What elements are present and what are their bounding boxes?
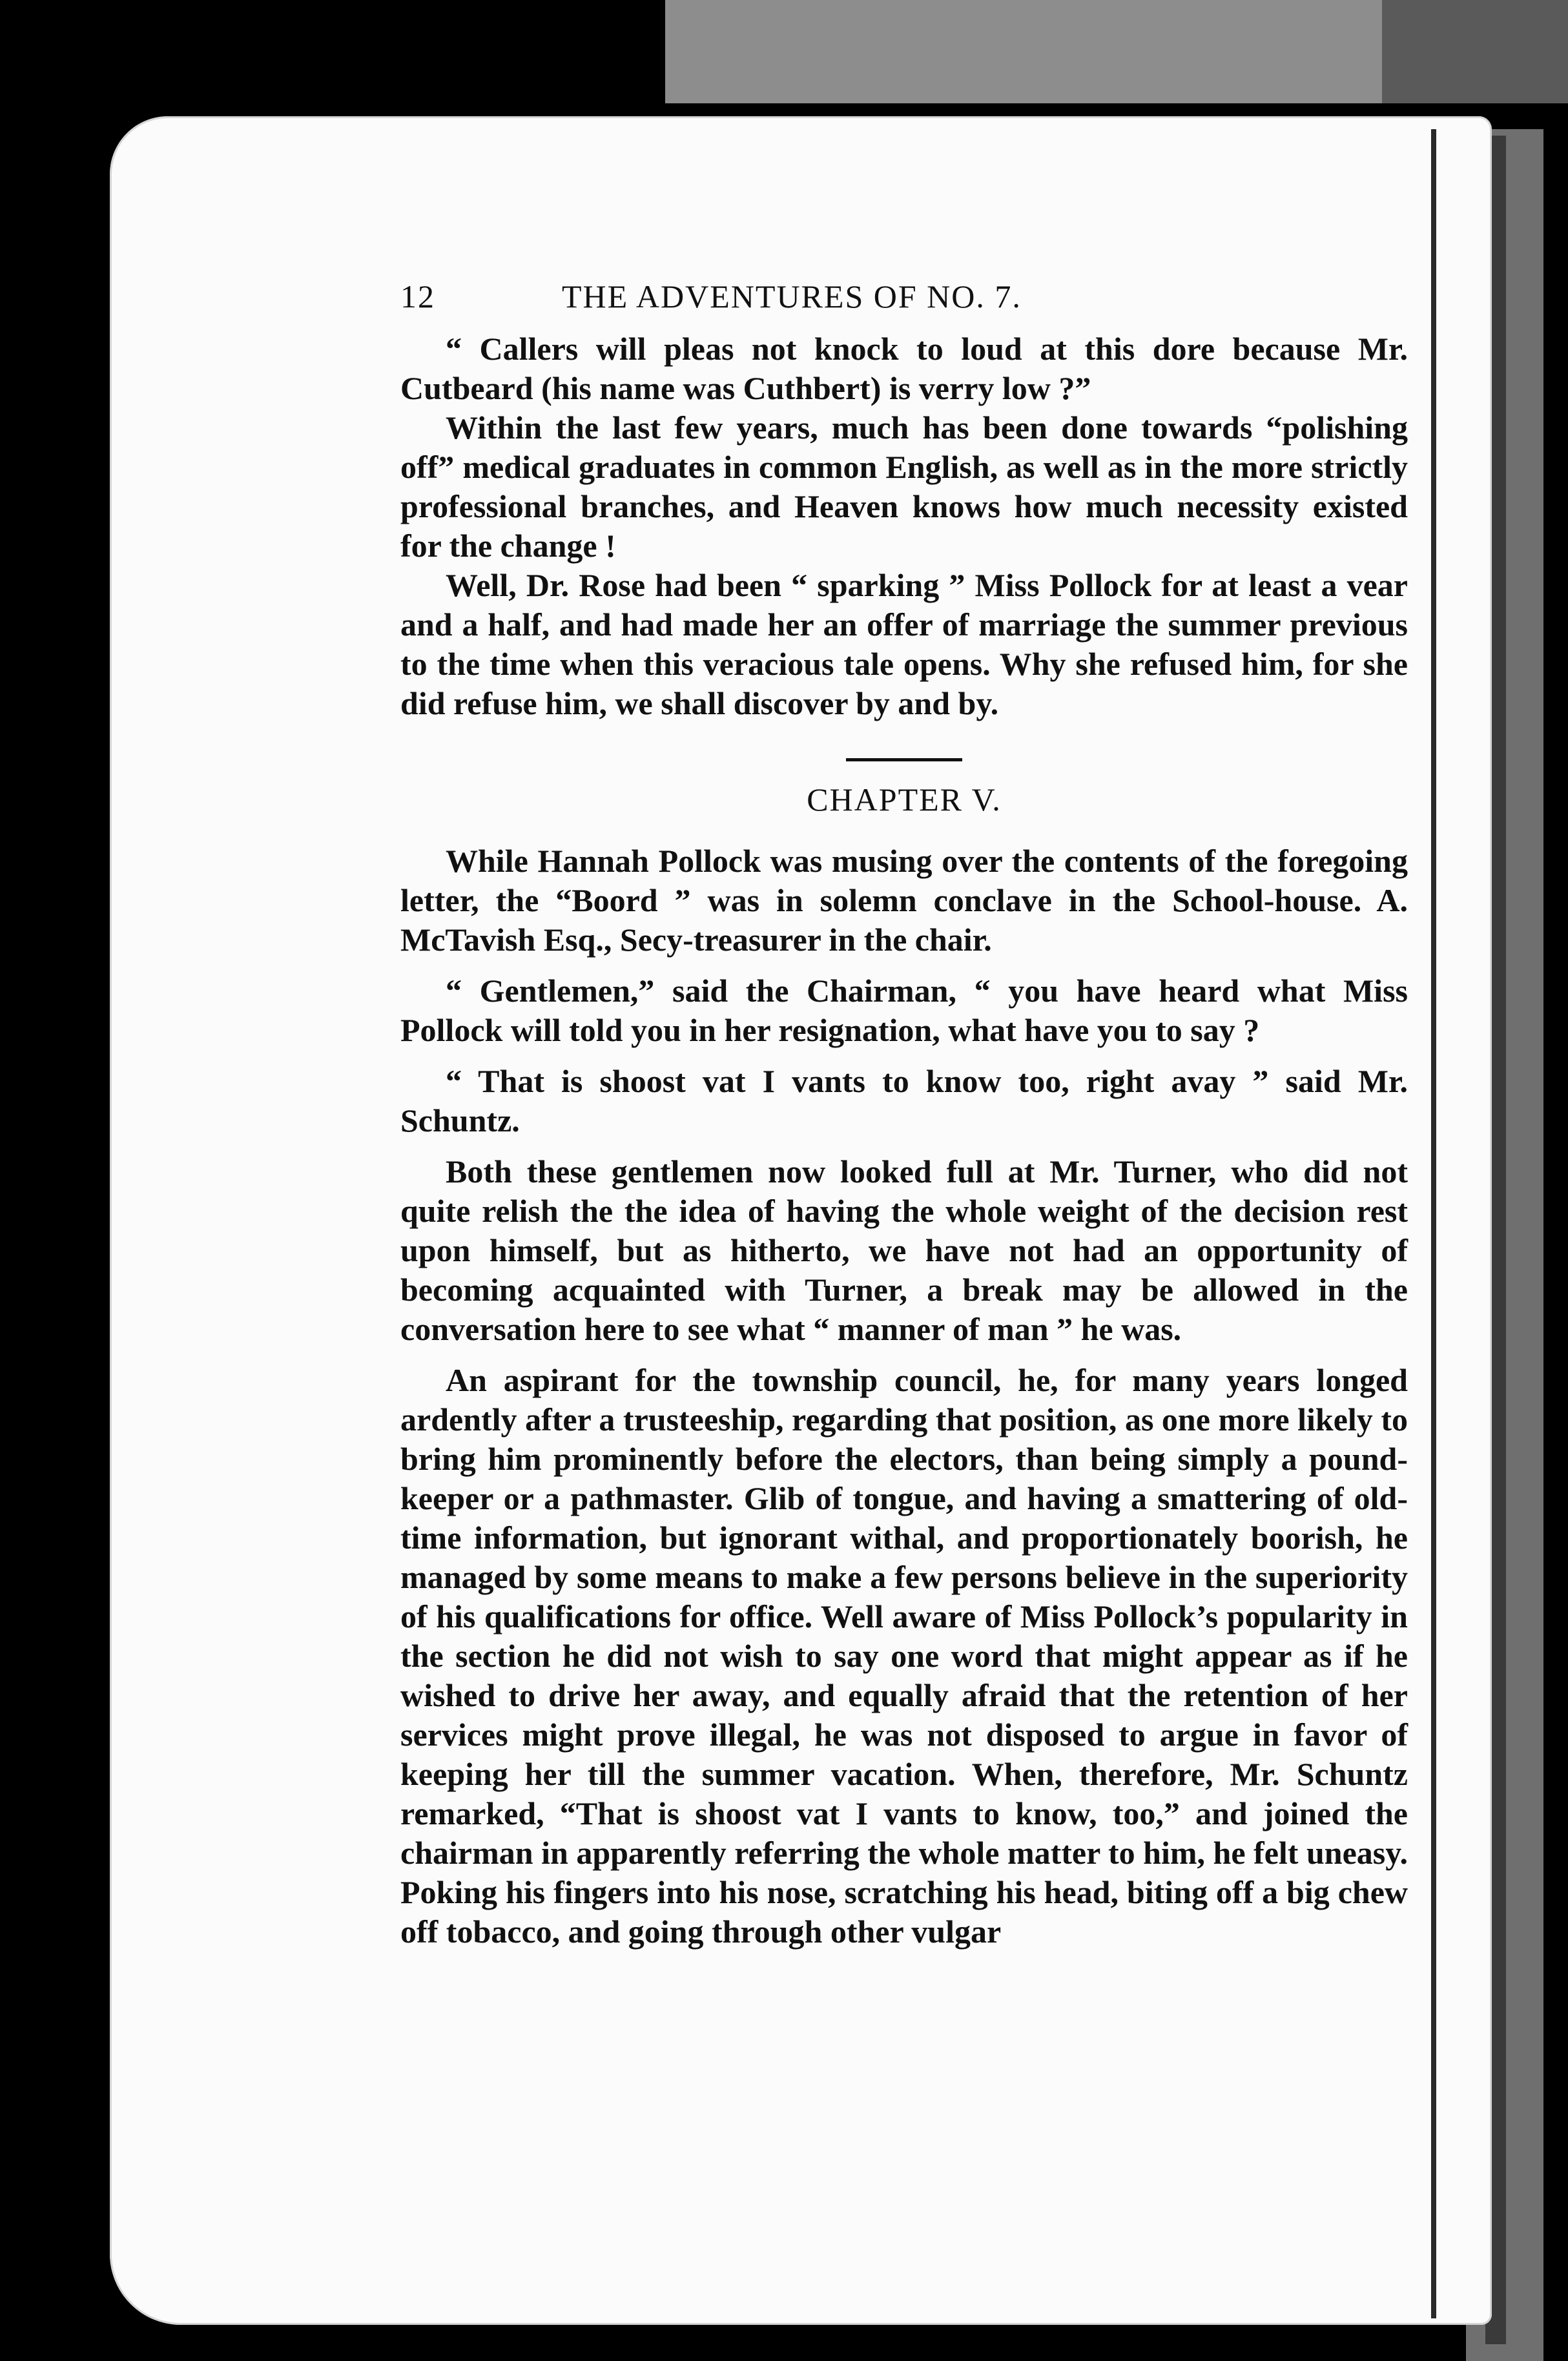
paragraph: While Hannah Pollock was musing over the contents of the foregoing letter, the “Boord ” was in solemn conclave in the School-house. A. McTavish Esq., Secy-treasurer in the chair.	[400, 843, 1408, 958]
page-number: 12	[400, 278, 435, 314]
paragraph: Well, Dr. Rose had been “ sparking ” Miss Pollock for at least a vear and a half, and had made her an offer of marriage the summer previous to the time when this veracious tale opens. Why she refused him, for she did refuse him, we shall discover by and by.	[400, 567, 1408, 721]
running-head	[400, 278, 1408, 324]
running-title: THE ADVENTURES OF NO. 7.	[562, 278, 1022, 314]
page-fold-line	[1431, 129, 1436, 2318]
paragraph: “ Gentlemen,” said the Chairman, “ you have heard what Miss Pollock will told you in her resignation, what have you to say ?	[400, 973, 1408, 1048]
paragraph: “ That is shoost vat I vants to know too, right avay ” said Mr. Schuntz.	[400, 1063, 1408, 1139]
paragraph: Within the last few years, much has been done towards “polishing off” medical graduates in common English, as well as in the more strictly professional branches, and Heaven knows how much necessity existed for the change !	[400, 409, 1408, 564]
paragraph: Both these gentlemen now looked full at Mr. Turner, who did not quite relish the the idea of having the whole weight of the decision rest upon himself, but as hitherto, we have not had an opportunity of becoming acquainted with Turner, a break may be allowed in the conversation here to see what “ manner of man ” he was.	[400, 1153, 1408, 1347]
scan-background-top-right	[1382, 0, 1568, 103]
section-rule	[846, 758, 962, 761]
paragraph: An aspirant for the township council, he, for many years longed ardently after a trusteeship, regarding that position, as one more likely to bring him prominently before the electors, than being simply a pound-keeper or a pathmaster. Glib of tongue, and having a smattering of old-time information, but ignorant withal, and proportionately boorish, he managed by some means to make a few persons believe in the superiority of his qualifications for office. Well aware of Miss Pollock’s popularity in the section he did not wish to say one word that might appear as if he wished to drive her away, and equally afraid that the retention of her services might prove illegal, he was not disposed to argue in favor of keeping her till the summer vacation. When, therefore, Mr. Schuntz remarked, “That is shoost vat I vants to know, too,” and joined the chairman in apparently referring the whole matter to him, he felt uneasy. Poking his fingers into his nose, scratching his head, biting off a big chew off tobacco, and going through other vulgar	[400, 1362, 1408, 1950]
paragraph: “ Callers will pleas not knock to loud at this dore because Mr. Cutbeard (his name was Cuthbert) is verry low ?”	[400, 331, 1408, 406]
chapter-heading: CHAPTER V.	[807, 781, 1002, 818]
page-content	[400, 278, 1408, 1952]
